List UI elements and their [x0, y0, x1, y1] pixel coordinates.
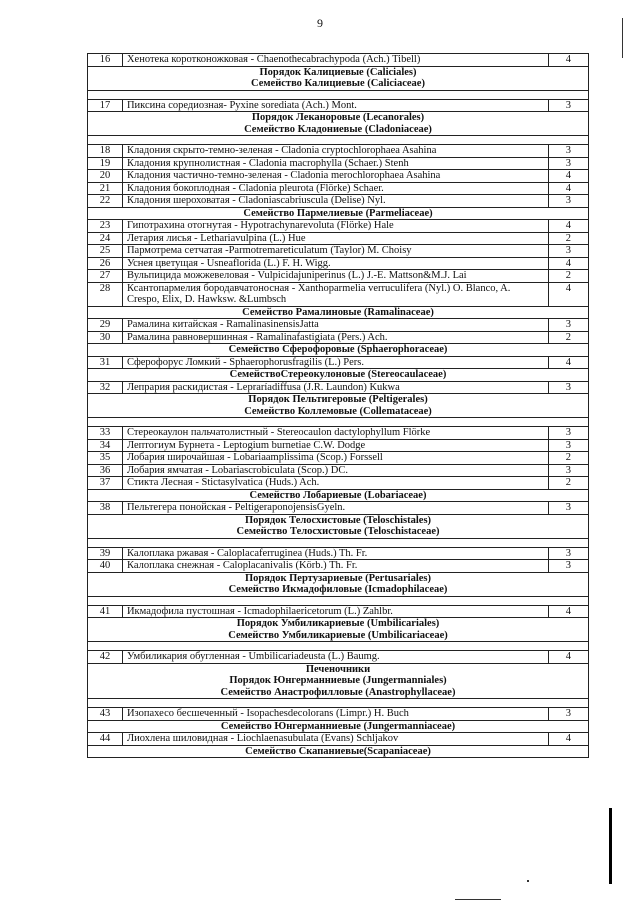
species-number: 17 — [88, 99, 123, 112]
taxon-header — [88, 618, 589, 642]
taxon-header-row — [88, 306, 589, 319]
spacer-row — [88, 699, 589, 708]
spacer-row — [88, 136, 589, 145]
species-number: 24 — [88, 232, 123, 245]
taxon-header-line: Порядок Пертузариевые (Pertusariales) — [244, 572, 432, 584]
species-number: 18 — [88, 145, 123, 158]
category-value: 3 — [548, 319, 588, 332]
category-value: 3 — [548, 560, 588, 573]
species-name: Ксантопармелия бородавчатоносная - Xanthoparmelia verruculifera (Nyl.) O. Blanco, A. Crespo, Elix, D. Hawksw. &Lumbsch — [122, 282, 548, 306]
table-row — [88, 99, 589, 112]
table-row — [88, 170, 589, 183]
table-row — [88, 319, 589, 332]
table-row — [88, 331, 589, 344]
taxon-header-line: Семейство Пармелиевые (Parmeliaceae) — [243, 207, 433, 219]
species-number: 36 — [88, 464, 123, 477]
table-row — [88, 232, 589, 245]
category-value: 3 — [548, 157, 588, 170]
category-value: 3 — [548, 381, 588, 394]
taxon-header-row — [88, 66, 589, 90]
species-name: Умбиликария обугленная - Umbilicariadeusta (L.) Baumg. — [122, 651, 548, 664]
table-row — [88, 220, 589, 233]
taxon-header-line: Порядок Леканоровые (Lecanorales) — [251, 112, 425, 123]
spacer-cell — [88, 699, 589, 708]
species-number: 42 — [88, 651, 123, 664]
table-row — [88, 560, 589, 573]
species-number: 27 — [88, 270, 123, 283]
table-row — [88, 477, 589, 490]
taxon-header-line: Печеночники — [305, 663, 371, 675]
taxon-header — [88, 514, 589, 538]
species-number: 39 — [88, 547, 123, 560]
species-number: 16 — [88, 54, 123, 67]
taxon-header-row — [88, 489, 589, 502]
species-number: 37 — [88, 477, 123, 490]
species-number: 21 — [88, 182, 123, 195]
species-number: 38 — [88, 502, 123, 515]
taxon-header — [88, 66, 589, 90]
taxon-header — [88, 344, 589, 357]
species-name: Кладония частично-темно-зеленая - Cladonia merochlorophaea Asahina — [122, 170, 548, 183]
spacer-row — [88, 642, 589, 651]
species-name: Стикта Лесная - Stictasylvatica (Huds.) Ach. — [122, 477, 548, 490]
species-number: 26 — [88, 257, 123, 270]
footer-line — [455, 899, 501, 900]
category-value: 4 — [548, 733, 588, 746]
species-number: 30 — [88, 331, 123, 344]
species-name: Кладония крупнолистная - Cladonia macrophylla (Schaer.) Stenh — [122, 157, 548, 170]
spacer-row — [88, 90, 589, 99]
taxon-header-line: Семейство Анастрофилловые (Anastrophyllaceae) — [220, 686, 456, 698]
page-number: 9 — [317, 16, 323, 30]
spacer-cell — [88, 642, 589, 651]
species-name: Лобария широчайшая - Lobariaamplissima (Scop.) Forssell — [122, 452, 548, 465]
species-number: 25 — [88, 245, 123, 258]
table-row — [88, 54, 589, 67]
species-name: Пельтегера понойская - PeltigeraponojensisGyeln. — [122, 502, 548, 515]
species-name: Рамалина равновершинная - Ramalinafastigiata (Pers.) Ach. — [122, 331, 548, 344]
species-table-body — [88, 54, 589, 758]
taxon-header-line: Семейство Юнгерманниевые (Jungermanniaceae) — [220, 720, 456, 732]
taxon-header-row — [88, 745, 589, 758]
spacer-row — [88, 596, 589, 605]
species-number: 33 — [88, 427, 123, 440]
table-row — [88, 452, 589, 465]
spacer-cell — [88, 538, 589, 547]
category-value: 3 — [548, 502, 588, 515]
species-name: Лиохлена шиловидная - Liochlaenasubulata (Evans) Schljakov — [122, 733, 548, 746]
species-name: Вульпицида можжевеловая - Vulpicidajuniperinus (L.) J.-E. Mattson&M.J. Lai — [122, 270, 548, 283]
species-number: 40 — [88, 560, 123, 573]
taxon-header-line: Семейство Икмадофиловые (Icmadophilaceae) — [228, 584, 448, 595]
species-number: 20 — [88, 170, 123, 183]
species-number: 35 — [88, 452, 123, 465]
taxon-header-line: Порядок Калициевые (Caliciales) — [259, 66, 417, 78]
table-row — [88, 270, 589, 283]
taxon-header-line: Семейство Кладониевые (Cladoniaceae) — [244, 123, 432, 135]
category-value: 3 — [548, 464, 588, 477]
category-value: 3 — [548, 245, 588, 258]
taxon-header-row — [88, 572, 589, 596]
species-number: 31 — [88, 356, 123, 369]
taxon-header-line: Порядок Пельтигеровые (Peltigerales) — [248, 394, 428, 405]
category-value: 3 — [548, 439, 588, 452]
species-name: Гипотрахина отогнутая - Hypotrachynarevoluta (Flörke) Hale — [122, 220, 548, 233]
taxon-header-row — [88, 344, 589, 357]
table-row — [88, 356, 589, 369]
category-value: 4 — [548, 356, 588, 369]
species-name: Изопахесо бесшеченный - Isopachesdecolorans (Limpr.) H. Buch — [122, 708, 548, 721]
category-value: 3 — [548, 547, 588, 560]
species-name: Кладония бокоплодная - Cladonia pleurota (Flörke) Schaer. — [122, 182, 548, 195]
species-name: Кладония шероховатая - Cladoniascabriuscula (Delise) Nyl. — [122, 195, 548, 208]
taxon-header-line: Семейство Рамалиновые (Ramalinaceae) — [242, 306, 434, 318]
table-row — [88, 182, 589, 195]
category-value: 4 — [548, 54, 588, 67]
taxon-header — [88, 207, 589, 220]
category-value: 3 — [548, 145, 588, 158]
table-row — [88, 651, 589, 664]
species-number: 41 — [88, 605, 123, 618]
table-row — [88, 245, 589, 258]
spacer-cell — [88, 90, 589, 99]
category-value: 2 — [548, 270, 588, 283]
scan-dot — [527, 880, 529, 882]
species-name: Лобария ямчатая - Lobariascrobiculata (Scop.) DC. — [122, 464, 548, 477]
species-number: 44 — [88, 733, 123, 746]
taxon-header-row — [88, 112, 589, 136]
spacer-row — [88, 418, 589, 427]
taxon-header-line: Семейство Телосхистовые (Teloschistaceae) — [236, 526, 440, 537]
category-value: 2 — [548, 331, 588, 344]
category-value: 3 — [548, 708, 588, 721]
category-value: 2 — [548, 232, 588, 245]
category-value: 4 — [548, 651, 588, 664]
taxon-header — [88, 369, 589, 382]
table-row — [88, 547, 589, 560]
category-value: 3 — [548, 195, 588, 208]
taxon-header — [88, 306, 589, 319]
table-row — [88, 157, 589, 170]
scan-edge-mark-bottom — [609, 808, 612, 884]
taxon-header-line: Порядок Умбиликариевые (Umbilicariales) — [236, 618, 440, 629]
species-name: Калоплака ржавая - Caloplacaferruginea (Huds.) Th. Fr. — [122, 547, 548, 560]
taxon-header-line: Порядок Телосхистовые (Teloschistales) — [244, 514, 432, 526]
species-number: 32 — [88, 381, 123, 394]
taxon-header-row — [88, 720, 589, 733]
spacer-cell — [88, 596, 589, 605]
taxon-header — [88, 572, 589, 596]
taxon-header-line: Семейство Скапаниевые(Scapaniaceae) — [245, 745, 431, 757]
table-row — [88, 464, 589, 477]
spacer-row — [88, 538, 589, 547]
taxon-header-line: Порядок Юнгерманниевые (Jungermanniales) — [229, 675, 447, 686]
category-value: 4 — [548, 220, 588, 233]
species-name: Пиксина соредиозная- Pyxine sorediata (Ach.) Mont. — [122, 99, 548, 112]
taxon-header — [88, 720, 589, 733]
species-name: Хенотека коротконожковая - Chaenothecabrachypoda (Ach.) Tibell) — [122, 54, 548, 67]
taxon-header-line: Семейство Калициевые (Caliciaceae) — [251, 78, 425, 89]
table-row — [88, 195, 589, 208]
category-value: 4 — [548, 257, 588, 270]
species-number: 29 — [88, 319, 123, 332]
table-row — [88, 145, 589, 158]
table-row — [88, 257, 589, 270]
taxon-header-row — [88, 514, 589, 538]
taxon-header — [88, 489, 589, 502]
scan-edge-mark-top — [622, 18, 623, 58]
table-row — [88, 502, 589, 515]
spacer-cell — [88, 136, 589, 145]
species-name: Рамалина китайская - RamalinasinensisJatta — [122, 319, 548, 332]
taxon-header-row — [88, 207, 589, 220]
species-name: Летария лисья - Letharіavulpina (L.) Hue — [122, 232, 548, 245]
species-number: 28 — [88, 282, 123, 306]
species-name: Кладония скрыто-темно-зеленая - Cladonia cryptochlorophaea Asahina — [122, 145, 548, 158]
taxon-header — [88, 112, 589, 136]
taxon-header-line: Семейство Лобариевые (Lobariaceae) — [249, 489, 427, 501]
category-value: 2 — [548, 477, 588, 490]
spacer-cell — [88, 418, 589, 427]
taxon-header-row — [88, 618, 589, 642]
taxon-header-line: Семейство Коллемовые (Collemataceae) — [244, 405, 432, 417]
species-table — [87, 53, 589, 758]
species-name: Пармотрема сетчатая -Parmotremareticulatum (Taylor) M. Choisy — [122, 245, 548, 258]
table-row — [88, 605, 589, 618]
category-value: 4 — [548, 170, 588, 183]
species-number: 23 — [88, 220, 123, 233]
species-name: Лепрария раскидистая - Lepraríadiffusa (J.R. Laundon) Kukwa — [122, 381, 548, 394]
species-number: 19 — [88, 157, 123, 170]
taxon-header-line: Семейство Умбиликариевые (Umbilicariaceae) — [228, 629, 448, 641]
category-value: 3 — [548, 99, 588, 112]
taxon-header-line: Семейство Сферофоровые (Sphaerophoraceae) — [228, 344, 448, 355]
species-name: Икмадофила пустошная - Icmadophilaericetorum (L.) Zahlbr. — [122, 605, 548, 618]
table-row — [88, 708, 589, 721]
category-value: 4 — [548, 182, 588, 195]
taxon-header-row — [88, 394, 589, 418]
species-number: 34 — [88, 439, 123, 452]
table-row — [88, 282, 589, 306]
table-row — [88, 427, 589, 440]
category-value: 3 — [548, 427, 588, 440]
species-name: Сферофорус Ломкий - Sphaerophorusfragilis (L.) Pers. — [122, 356, 548, 369]
taxon-header — [88, 394, 589, 418]
table-row — [88, 381, 589, 394]
species-name: Лептогиум Бурнета - Leptogium burnetiae C.W. Dodge — [122, 439, 548, 452]
species-name: Стереокаулон пальчатолистный - Stereocaulon dactylophyllum Flörke — [122, 427, 548, 440]
taxon-header-line: СемействоСтереокулоновые (Stereocaulaceae) — [229, 369, 447, 380]
species-name: Калоплака снежная - Caloplacanivalis (Körb.) Th. Fr. — [122, 560, 548, 573]
taxon-header — [88, 663, 589, 699]
table-row — [88, 439, 589, 452]
species-number: 22 — [88, 195, 123, 208]
species-number: 43 — [88, 708, 123, 721]
category-value: 4 — [548, 605, 588, 618]
species-name: Уснея цветущая - Usneaflorida (L.) F. H. Wigg. — [122, 257, 548, 270]
table-row — [88, 733, 589, 746]
taxon-header-row — [88, 663, 589, 699]
category-value: 4 — [548, 282, 588, 306]
category-value: 2 — [548, 452, 588, 465]
taxon-header — [88, 745, 589, 758]
taxon-header-row — [88, 369, 589, 382]
